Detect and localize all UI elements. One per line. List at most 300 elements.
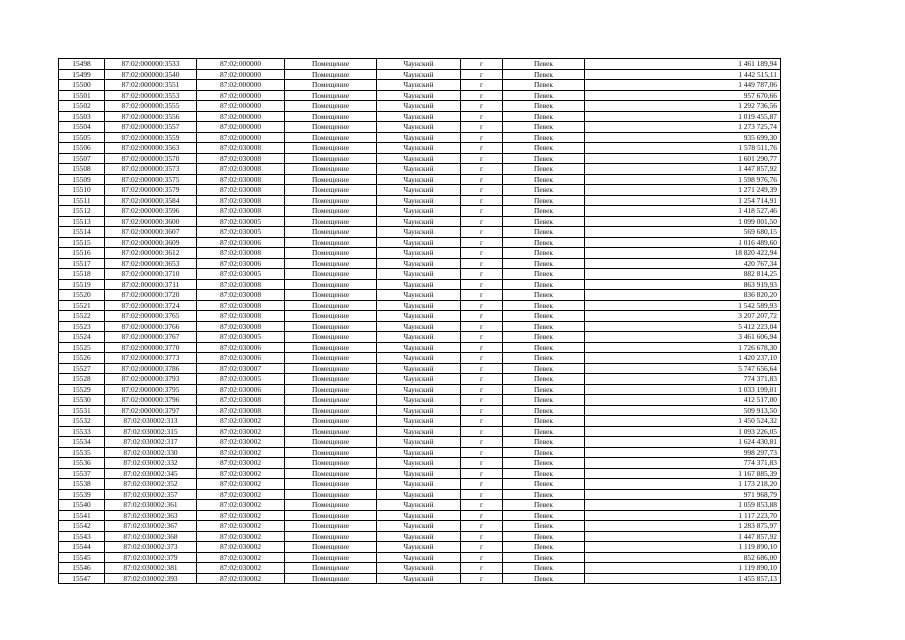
district-cell: Чаунский (377, 521, 461, 532)
cadastral-number-cell: 87:02:000000:3573 (105, 164, 197, 175)
district-cell: Чаунский (377, 468, 461, 479)
locality-cell: Певек (503, 153, 585, 164)
object-type-cell: Помещение (285, 300, 377, 311)
table-row (59, 416, 781, 427)
locality-type-cell: г (461, 489, 503, 500)
table-row (59, 174, 781, 185)
object-type-cell: Помещение (285, 69, 377, 80)
cadastral-value-cell: 1 167 885,39 (585, 468, 781, 479)
row-number-cell: 15522 (59, 311, 105, 322)
locality-cell: Певек (503, 111, 585, 122)
cadastral-number-cell: 87:02:000000:3724 (105, 300, 197, 311)
cadastral-value-cell: 1 117 223,70 (585, 510, 781, 521)
object-type-cell: Помещение (285, 332, 377, 343)
cadastral-value-cell: 569 680,15 (585, 227, 781, 238)
table-row (59, 164, 781, 175)
locality-cell: Певек (503, 342, 585, 353)
cadastral-quarter-cell: 87:02:030006 (197, 342, 285, 353)
cadastral-number-cell: 87:02:030002:345 (105, 468, 197, 479)
row-number-cell: 15524 (59, 332, 105, 343)
row-number-cell: 15533 (59, 426, 105, 437)
district-cell: Чаунский (377, 353, 461, 364)
row-number-cell: 15539 (59, 489, 105, 500)
cadastral-number-cell: 87:02:000000:3797 (105, 405, 197, 416)
table-row (59, 531, 781, 542)
district-cell: Чаунский (377, 258, 461, 269)
district-cell: Чаунский (377, 500, 461, 511)
row-number-cell: 15532 (59, 416, 105, 427)
cadastral-value-cell: 1 601 290,77 (585, 153, 781, 164)
row-number-cell: 15543 (59, 531, 105, 542)
object-type-cell: Помещение (285, 531, 377, 542)
table-row (59, 321, 781, 332)
cadastral-quarter-cell: 87:02:030002 (197, 573, 285, 584)
cadastral-value-cell: 1 283 875,97 (585, 521, 781, 532)
object-type-cell: Помещение (285, 227, 377, 238)
cadastral-number-cell: 87:02:000000:3540 (105, 69, 197, 80)
row-number-cell: 15529 (59, 384, 105, 395)
cadastral-value-cell: 774 371,83 (585, 374, 781, 385)
locality-cell: Певек (503, 258, 585, 269)
cadastral-number-cell: 87:02:000000:3612 (105, 248, 197, 259)
cadastral-number-cell: 87:02:030002:379 (105, 552, 197, 563)
object-type-cell: Помещение (285, 153, 377, 164)
district-cell: Чаунский (377, 164, 461, 175)
locality-type-cell: г (461, 195, 503, 206)
row-number-cell: 15535 (59, 447, 105, 458)
cadastral-number-cell: 87:02:000000:3579 (105, 185, 197, 196)
locality-type-cell: г (461, 132, 503, 143)
cadastral-number-cell: 87:02:000000:3556 (105, 111, 197, 122)
locality-type-cell: г (461, 248, 503, 259)
cadastral-value-cell: 1 455 857,13 (585, 573, 781, 584)
district-cell: Чаунский (377, 311, 461, 322)
object-type-cell: Помещение (285, 237, 377, 248)
locality-type-cell: г (461, 416, 503, 427)
cadastral-value-cell: 1 059 853,88 (585, 500, 781, 511)
locality-type-cell: г (461, 510, 503, 521)
district-cell: Чаунский (377, 321, 461, 332)
table-row (59, 479, 781, 490)
row-number-cell: 15503 (59, 111, 105, 122)
cadastral-number-cell: 87:02:030002:317 (105, 437, 197, 448)
table-row (59, 269, 781, 280)
row-number-cell: 15509 (59, 174, 105, 185)
district-cell: Чаунский (377, 122, 461, 133)
locality-type-cell: г (461, 426, 503, 437)
district-cell: Чаунский (377, 405, 461, 416)
locality-type-cell: г (461, 111, 503, 122)
cadastral-value-cell: 998 297,73 (585, 447, 781, 458)
table-row (59, 342, 781, 353)
cadastral-value-cell: 1 449 787,06 (585, 80, 781, 91)
cadastral-quarter-cell: 87:02:030008 (197, 290, 285, 301)
locality-type-cell: г (461, 332, 503, 343)
locality-cell: Певек (503, 416, 585, 427)
cadastral-quarter-cell: 87:02:000000 (197, 101, 285, 112)
cadastral-number-cell: 87:02:000000:3773 (105, 353, 197, 364)
row-number-cell: 15523 (59, 321, 105, 332)
table-row (59, 216, 781, 227)
cadastral-value-cell: 1 271 249,39 (585, 185, 781, 196)
object-type-cell: Помещение (285, 384, 377, 395)
table-row (59, 374, 781, 385)
cadastral-number-cell: 87:02:000000:3584 (105, 195, 197, 206)
cadastral-value-cell: 852 686,00 (585, 552, 781, 563)
locality-cell: Певек (503, 300, 585, 311)
row-number-cell: 15528 (59, 374, 105, 385)
row-number-cell: 15512 (59, 206, 105, 217)
row-number-cell: 15530 (59, 395, 105, 406)
table-row (59, 279, 781, 290)
row-number-cell: 15511 (59, 195, 105, 206)
table-row (59, 521, 781, 532)
locality-cell: Певек (503, 437, 585, 448)
object-type-cell: Помещение (285, 489, 377, 500)
locality-type-cell: г (461, 500, 503, 511)
cadastral-number-cell: 87:02:030002:367 (105, 521, 197, 532)
locality-type-cell: г (461, 552, 503, 563)
cadastral-value-cell: 882 814,25 (585, 269, 781, 280)
locality-cell: Певек (503, 206, 585, 217)
table-row (59, 489, 781, 500)
locality-type-cell: г (461, 69, 503, 80)
cadastral-number-cell: 87:02:030002:361 (105, 500, 197, 511)
locality-cell: Певек (503, 500, 585, 511)
cadastral-quarter-cell: 87:02:030006 (197, 237, 285, 248)
locality-type-cell: г (461, 395, 503, 406)
cadastral-quarter-cell: 87:02:000000 (197, 122, 285, 133)
row-number-cell: 15534 (59, 437, 105, 448)
locality-cell: Певек (503, 101, 585, 112)
locality-cell: Певек (503, 426, 585, 437)
cadastral-number-cell: 87:02:000000:3767 (105, 332, 197, 343)
district-cell: Чаунский (377, 416, 461, 427)
table-row (59, 447, 781, 458)
row-number-cell: 15515 (59, 237, 105, 248)
cadastral-quarter-cell: 87:02:030005 (197, 374, 285, 385)
cadastral-quarter-cell: 87:02:000000 (197, 90, 285, 101)
district-cell: Чаунский (377, 489, 461, 500)
object-type-cell: Помещение (285, 563, 377, 574)
object-type-cell: Помещение (285, 122, 377, 133)
object-type-cell: Помещение (285, 552, 377, 563)
locality-cell: Певек (503, 552, 585, 563)
table-row (59, 437, 781, 448)
table-row (59, 69, 781, 80)
locality-type-cell: г (461, 59, 503, 70)
table-row (59, 122, 781, 133)
object-type-cell: Помещение (285, 258, 377, 269)
cadastral-number-cell: 87:02:000000:3766 (105, 321, 197, 332)
object-type-cell: Помещение (285, 353, 377, 364)
locality-cell: Певек (503, 269, 585, 280)
cadastral-number-cell: 87:02:000000:3653 (105, 258, 197, 269)
cadastral-quarter-cell: 87:02:030002 (197, 521, 285, 532)
cadastral-number-cell: 87:02:000000:3555 (105, 101, 197, 112)
object-type-cell: Помещение (285, 185, 377, 196)
object-type-cell: Помещение (285, 342, 377, 353)
object-type-cell: Помещение (285, 374, 377, 385)
locality-cell: Певек (503, 59, 585, 70)
cadastral-number-cell: 87:02:000000:3596 (105, 206, 197, 217)
cadastral-value-cell: 1 119 890,10 (585, 563, 781, 574)
cadastral-number-cell: 87:02:030002:313 (105, 416, 197, 427)
cadastral-value-cell: 3 461 606,94 (585, 332, 781, 343)
district-cell: Чаунский (377, 510, 461, 521)
object-type-cell: Помещение (285, 216, 377, 227)
locality-cell: Певек (503, 353, 585, 364)
locality-cell: Певек (503, 395, 585, 406)
row-number-cell: 15546 (59, 563, 105, 574)
object-type-cell: Помещение (285, 195, 377, 206)
locality-type-cell: г (461, 311, 503, 322)
locality-type-cell: г (461, 342, 503, 353)
locality-type-cell: г (461, 458, 503, 469)
object-type-cell: Помещение (285, 458, 377, 469)
cadastral-quarter-cell: 87:02:030008 (197, 164, 285, 175)
row-number-cell: 15500 (59, 80, 105, 91)
row-number-cell: 15544 (59, 542, 105, 553)
table-row (59, 332, 781, 343)
district-cell: Чаунский (377, 90, 461, 101)
district-cell: Чаунский (377, 342, 461, 353)
district-cell: Чаунский (377, 143, 461, 154)
locality-cell: Певек (503, 468, 585, 479)
locality-type-cell: г (461, 290, 503, 301)
table-row (59, 300, 781, 311)
district-cell: Чаунский (377, 437, 461, 448)
locality-type-cell: г (461, 122, 503, 133)
cadastral-number-cell: 87:02:030002:330 (105, 447, 197, 458)
district-cell: Чаунский (377, 111, 461, 122)
cadastral-quarter-cell: 87:02:000000 (197, 111, 285, 122)
cadastral-value-cell: 1 578 511,76 (585, 143, 781, 154)
table-row (59, 227, 781, 238)
object-type-cell: Помещение (285, 311, 377, 322)
locality-type-cell: г (461, 468, 503, 479)
district-cell: Чаунский (377, 426, 461, 437)
cadastral-quarter-cell: 87:02:030006 (197, 353, 285, 364)
district-cell: Чаунский (377, 374, 461, 385)
object-type-cell: Помещение (285, 542, 377, 553)
cadastral-value-cell: 1 173 218,20 (585, 479, 781, 490)
cadastral-number-cell: 87:02:000000:3710 (105, 269, 197, 280)
locality-type-cell: г (461, 542, 503, 553)
locality-cell: Певек (503, 69, 585, 80)
object-type-cell: Помещение (285, 363, 377, 374)
row-number-cell: 15498 (59, 59, 105, 70)
cadastral-quarter-cell: 87:02:030002 (197, 468, 285, 479)
cadastral-number-cell: 87:02:030002:332 (105, 458, 197, 469)
district-cell: Чаунский (377, 80, 461, 91)
row-number-cell: 15518 (59, 269, 105, 280)
table-row (59, 405, 781, 416)
locality-cell: Певек (503, 132, 585, 143)
object-type-cell: Помещение (285, 437, 377, 448)
locality-cell: Певек (503, 332, 585, 343)
district-cell: Чаунский (377, 531, 461, 542)
locality-cell: Певек (503, 521, 585, 532)
object-type-cell: Помещение (285, 290, 377, 301)
locality-cell: Певек (503, 90, 585, 101)
table-row (59, 573, 781, 584)
locality-type-cell: г (461, 80, 503, 91)
row-number-cell: 15538 (59, 479, 105, 490)
object-type-cell: Помещение (285, 248, 377, 259)
locality-type-cell: г (461, 363, 503, 374)
cadastral-value-cell: 1 093 226,05 (585, 426, 781, 437)
table-row (59, 80, 781, 91)
table-row (59, 468, 781, 479)
district-cell: Чаунский (377, 195, 461, 206)
row-number-cell: 15499 (59, 69, 105, 80)
locality-type-cell: г (461, 185, 503, 196)
cadastral-quarter-cell: 87:02:030008 (197, 206, 285, 217)
cadastral-number-cell: 87:02:000000:3551 (105, 80, 197, 91)
cadastral-number-cell: 87:02:030002:352 (105, 479, 197, 490)
locality-type-cell: г (461, 300, 503, 311)
object-type-cell: Помещение (285, 510, 377, 521)
table-row (59, 363, 781, 374)
district-cell: Чаунский (377, 563, 461, 574)
locality-cell: Певек (503, 122, 585, 133)
row-number-cell: 15537 (59, 468, 105, 479)
cadastral-quarter-cell: 87:02:030008 (197, 405, 285, 416)
row-number-cell: 15526 (59, 353, 105, 364)
cadastral-number-cell: 87:02:030002:315 (105, 426, 197, 437)
object-type-cell: Помещение (285, 90, 377, 101)
row-number-cell: 15506 (59, 143, 105, 154)
cadastral-quarter-cell: 87:02:030008 (197, 300, 285, 311)
locality-cell: Певек (503, 405, 585, 416)
table-row (59, 395, 781, 406)
table-row (59, 195, 781, 206)
cadastral-value-cell: 1 447 857,92 (585, 164, 781, 175)
table-row (59, 290, 781, 301)
object-type-cell: Помещение (285, 111, 377, 122)
locality-cell: Певек (503, 510, 585, 521)
cadastral-quarter-cell: 87:02:000000 (197, 132, 285, 143)
cadastral-quarter-cell: 87:02:030008 (197, 311, 285, 322)
cadastral-value-cell: 420 767,34 (585, 258, 781, 269)
cadastral-quarter-cell: 87:02:000000 (197, 80, 285, 91)
table-row (59, 132, 781, 143)
cadastral-value-cell: 1 624 430,81 (585, 437, 781, 448)
cadastral-quarter-cell: 87:02:030008 (197, 248, 285, 259)
table-row (59, 59, 781, 70)
cadastral-quarter-cell: 87:02:030002 (197, 437, 285, 448)
row-number-cell: 15510 (59, 185, 105, 196)
cadastral-quarter-cell: 87:02:030008 (197, 153, 285, 164)
row-number-cell: 15519 (59, 279, 105, 290)
district-cell: Чаунский (377, 185, 461, 196)
row-number-cell: 15507 (59, 153, 105, 164)
cadastral-quarter-cell: 87:02:030002 (197, 510, 285, 521)
row-number-cell: 15527 (59, 363, 105, 374)
cadastral-quarter-cell: 87:02:030006 (197, 258, 285, 269)
district-cell: Чаунский (377, 227, 461, 238)
locality-cell: Певек (503, 363, 585, 374)
cadastral-value-cell: 971 968,79 (585, 489, 781, 500)
row-number-cell: 15540 (59, 500, 105, 511)
table-row (59, 458, 781, 469)
district-cell: Чаунский (377, 248, 461, 259)
cadastral-quarter-cell: 87:02:030006 (197, 384, 285, 395)
locality-type-cell: г (461, 374, 503, 385)
cadastral-number-cell: 87:02:030002:363 (105, 510, 197, 521)
cadastral-quarter-cell: 87:02:030002 (197, 489, 285, 500)
row-number-cell: 15536 (59, 458, 105, 469)
district-cell: Чаунский (377, 132, 461, 143)
table-row (59, 185, 781, 196)
cadastral-quarter-cell: 87:02:030002 (197, 458, 285, 469)
object-type-cell: Помещение (285, 573, 377, 584)
table-row (59, 237, 781, 248)
locality-type-cell: г (461, 206, 503, 217)
cadastral-value-cell: 1 273 725,74 (585, 122, 781, 133)
locality-cell: Певек (503, 321, 585, 332)
district-cell: Чаунский (377, 279, 461, 290)
object-type-cell: Помещение (285, 447, 377, 458)
locality-cell: Певек (503, 248, 585, 259)
cadastral-value-cell: 1 598 976,76 (585, 174, 781, 185)
cadastral-value-table (58, 58, 781, 584)
locality-type-cell: г (461, 437, 503, 448)
locality-cell: Певек (503, 542, 585, 553)
object-type-cell: Помещение (285, 101, 377, 112)
object-type-cell: Помещение (285, 59, 377, 70)
cadastral-quarter-cell: 87:02:030002 (197, 416, 285, 427)
cadastral-number-cell: 87:02:000000:3563 (105, 143, 197, 154)
table-row (59, 111, 781, 122)
row-number-cell: 15516 (59, 248, 105, 259)
locality-type-cell: г (461, 384, 503, 395)
row-number-cell: 15504 (59, 122, 105, 133)
cadastral-quarter-cell: 87:02:030002 (197, 500, 285, 511)
cadastral-number-cell: 87:02:000000:3720 (105, 290, 197, 301)
cadastral-value-cell: 1 292 736,56 (585, 101, 781, 112)
object-type-cell: Помещение (285, 80, 377, 91)
locality-type-cell: г (461, 143, 503, 154)
object-type-cell: Помещение (285, 132, 377, 143)
cadastral-value-cell: 935 699,30 (585, 132, 781, 143)
table-row (59, 206, 781, 217)
table-row (59, 384, 781, 395)
cadastral-value-cell: 1 254 714,91 (585, 195, 781, 206)
cadastral-quarter-cell: 87:02:030008 (197, 279, 285, 290)
row-number-cell: 15531 (59, 405, 105, 416)
object-type-cell: Помещение (285, 521, 377, 532)
row-number-cell: 15513 (59, 216, 105, 227)
locality-type-cell: г (461, 216, 503, 227)
cadastral-quarter-cell: 87:02:030002 (197, 447, 285, 458)
district-cell: Чаунский (377, 69, 461, 80)
cadastral-quarter-cell: 87:02:030008 (197, 195, 285, 206)
object-type-cell: Помещение (285, 426, 377, 437)
object-type-cell: Помещение (285, 174, 377, 185)
district-cell: Чаунский (377, 300, 461, 311)
locality-type-cell: г (461, 405, 503, 416)
cadastral-quarter-cell: 87:02:030008 (197, 185, 285, 196)
district-cell: Чаунский (377, 101, 461, 112)
district-cell: Чаунский (377, 237, 461, 248)
table-row (59, 353, 781, 364)
district-cell: Чаунский (377, 552, 461, 563)
locality-type-cell: г (461, 269, 503, 280)
cadastral-value-cell: 5 747 656,64 (585, 363, 781, 374)
table-row (59, 552, 781, 563)
